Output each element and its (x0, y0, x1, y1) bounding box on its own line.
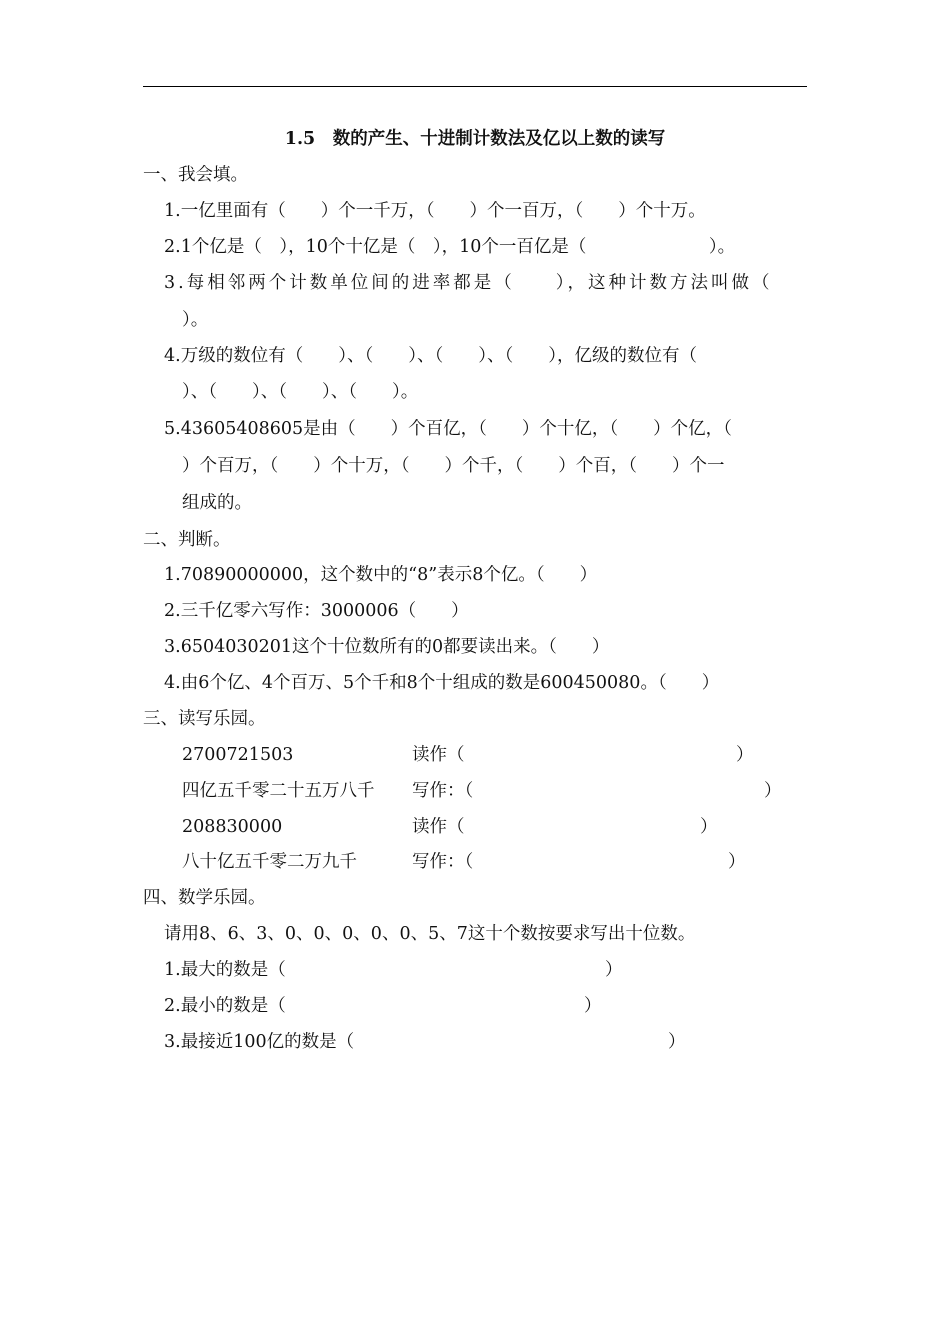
page-title: 1.5 数的产生、十进制计数法及亿以上数的读写 (284, 129, 666, 149)
s3-row-4-close: ） (728, 852, 746, 872)
s1-question-2: 2.1个亿是（ ），10个十亿是（ ），10个一百亿是（ ）。 (164, 237, 736, 257)
s2-question-1: 1.70890000000，这个数中的“8”表示8个亿。（ ） (164, 565, 598, 585)
s3-row-2-item: 四亿五千零二十五万八千 (182, 781, 375, 801)
s4-question-2: 2.最小的数是（ (164, 996, 286, 1016)
s1-question-5-line-3: 组成的。 (182, 493, 252, 513)
s1-question-4-line-1: 4.万级的数位有（ ）、（ ）、（ ）、（ ），亿级的数位有（ (164, 346, 697, 366)
s4-question-1: 1.最大的数是（ (164, 960, 286, 980)
s4-question-3-close: ） (668, 1032, 686, 1052)
s1-question-5-line-1: 5.43605408605是由（ ）个百亿，（ ）个十亿，（ ）个亿，（ (164, 419, 732, 439)
s3-row-3-item: 208830000 (182, 817, 283, 837)
s2-question-2: 2.三千亿零六写作：3000006（ ） (164, 601, 469, 621)
s3-row-2-label: 写作：（ (412, 781, 474, 801)
s4-intro: 请用8、6、3、0、0、0、0、0、5、7这十个数按要求写出十位数。 (164, 924, 696, 944)
s1-question-4-line-2: ）、（ ）、（ ）、（ ）。 (182, 382, 419, 402)
section-1-heading: 一、我会填。 (143, 165, 248, 185)
s3-row-2-close: ） (764, 781, 782, 801)
s2-question-4: 4.由6个亿、4个百万、5个千和8个十组成的数是600450080。（ ） (164, 673, 720, 693)
s3-row-3-label: 读作（ (412, 817, 465, 837)
s2-question-3: 3.6504030201这个十位数所有的0都要读出来。（ ） (164, 637, 610, 657)
s1-question-3-line-2: ）。 (182, 310, 209, 330)
s3-row-4-label: 写作：（ (412, 852, 474, 872)
s3-row-1-item: 2700721503 (182, 745, 294, 765)
s3-row-1-close: ） (736, 745, 754, 765)
section-4-heading: 四、数学乐园。 (143, 888, 266, 908)
s3-row-3-close: ） (700, 817, 718, 837)
section-3-heading: 三、读写乐园。 (143, 709, 266, 729)
s4-question-2-close: ） (584, 996, 602, 1016)
s3-row-1-label: 读作（ (412, 745, 465, 765)
s4-question-3: 3.最接近100亿的数是（ (164, 1032, 355, 1052)
s1-question-1: 1.一亿里面有（ ）个一千万，（ ）个一百万，（ ）个十万。 (164, 201, 706, 221)
s1-question-5-line-2: ）个百万，（ ）个十万，（ ）个千，（ ）个百，（ ）个一 (182, 456, 725, 476)
s3-row-4-item: 八十亿五千零二万九千 (182, 852, 357, 872)
s4-question-1-close: ） (605, 960, 623, 980)
s1-question-3-line-1: 3.每相邻两个计数单位间的进率都是（ ），这种计数方法叫做（ (164, 273, 773, 293)
section-2-heading: 二、判断。 (143, 530, 231, 550)
header-rule (143, 86, 807, 87)
